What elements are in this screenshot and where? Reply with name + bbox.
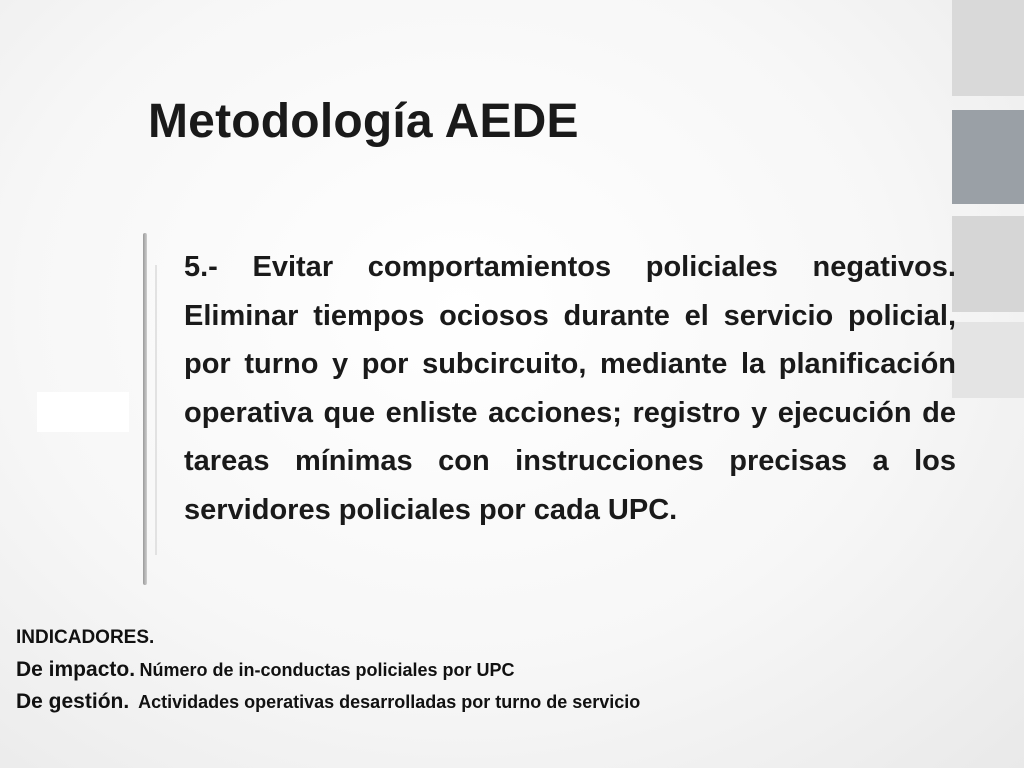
decorative-white-block (37, 392, 129, 432)
impact-indicator-line (16, 654, 1006, 686)
management-indicator-line (16, 686, 1006, 718)
decorative-square-4 (952, 322, 1024, 398)
management-value: Actividades operativas desarrolladas por turno de servicio (138, 692, 641, 712)
decorative-vertical-line-shadow (155, 265, 157, 555)
impact-label: De impacto. (16, 658, 136, 681)
indicators-heading: INDICADORES. (16, 627, 155, 648)
decorative-square-1 (952, 0, 1024, 96)
impact-value: Número de in-conductas policiales por UPC (139, 660, 515, 680)
slide-body-text: 5.- Evitar comportamientos policiales negativos. Eliminar tiempos ociosos durante el servicio policial, por turno y por subcircuito, mediante la planificación operativa que enliste acciones; registro y ejecución de tareas mínimas con instrucciones precisas a los servidores policiales por cada UPC. (184, 251, 956, 526)
indicators-heading-line (16, 622, 1006, 654)
decorative-vertical-line (143, 233, 147, 585)
slide-title: Metodología AEDE (148, 95, 579, 148)
indicators-section (16, 622, 1006, 718)
decorative-square-3 (952, 216, 1024, 312)
decorative-square-2 (952, 110, 1024, 204)
management-label: De gestión. (16, 690, 130, 713)
